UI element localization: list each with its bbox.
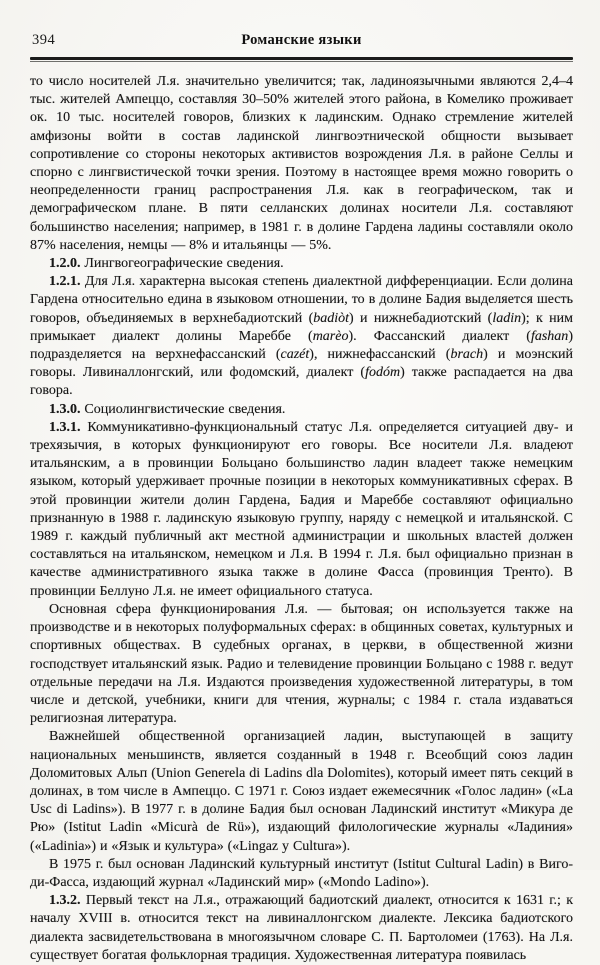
dialect-term: cazét [280,347,310,363]
text-run: ) также распадается на два говора. [30,365,573,399]
text-run: Для Л.я. характерна высокая степень диалектной дифференциации. Если долина Гардена относительно едина в языковом отношении, то в долине Бадия выделяется шесть говоров, объединяемых в верхнебадиотский ( [30,274,573,326]
dialect-term: ladin [492,310,522,326]
page-number: 394 [32,32,56,48]
text-run: Лингвогеографические сведения. [80,256,284,272]
text-run: ); к ним примыкает диалект долины Мареббе ( [30,310,574,344]
paragraph [30,728,573,855]
page-body [30,73,573,965]
paragraph [30,401,573,419]
dialect-term: marèo [312,328,349,344]
running-head [30,30,573,54]
text-run: В 1975 г. был основан Ладинский культурный институт (Istitut Cultural Ladin) в Виго-ди-Фасса, издающий журнал «Ладинский мир» («Mondo Ladino»). [30,856,573,890]
dialect-term: fashan [530,328,569,344]
paragraph [30,419,573,601]
paragraph [30,601,573,728]
paragraph [30,73,573,255]
section-number: 1.2.1. [49,274,81,290]
paragraph [30,273,573,400]
text-run: Первый текст на Л.я., отражающий бадиотский диалект, относится к 1631 г.; к началу XVIII в. относится текст на ливиналлонгском диалекте. Лексика бадиотского диалекта засвидетельствована в многоязычном словаре С. П. Бартоломеи (1763). На Л.я. существует богатая фольклорная традиция. Художественная литература появилась [30,893,573,963]
paragraph [30,255,573,273]
text-run: ), нижнефассанский ( [309,347,451,363]
text-run: Важнейшей общественной организацией ладин, выступающей в защиту национальных меньшинств, является созданный в 1948 г. Всеобщий союз ладин Доломитовых Альп (Union Generela di Ladins dla Dolomites), который имеет пять секций в долинах, в том числе в Ампеццо. С 1971 г. Союз издает ежемесячник «Голос ладин» («La Usc di Ladins»). В 1977 г. в долине Бадия был основан Ладинский институт «Микура де Рю» (Istitut Ladin «Micurà de Rü»), издающий филологические журналы «Ладиния» («Ladinia») и «Язык и культура» («Lingaz y Cultura»). [30,729,573,854]
dialect-term: fodóm [365,365,401,381]
header-rule-thick-line [30,57,573,60]
paragraph [30,856,573,892]
text-run: Коммуникативно-функциональный статус Л.я. определяется ситуацией дву- и трехязычия, в которых функционируют его говоры. Все носители Л.я. владеют итальянским, а в провинции Больцано большинство ладин владеет также немецким языком, который удерживает прочные позиции в некоторых коммуникативных сферах. В этой провинции жители долин Гардена, Бадия и Мареббе составляют официально признанную в 1988 г. ладинскую языковую группу, наряду с немецкой и итальянской. С 1989 г. каждый публичный акт местной администрации и школьных властей должен составляться на итальянском, немецком и Л.я. В 1994 г. Л.я. был официально признан в качестве административного языка также в долине Фасса (провинция Тренто). В провинции Беллуно Л.я. не имеет официального статуса. [30,419,573,599]
text-run: Основная сфера функционирования Л.я. — бытовая; он используется также на производстве и в некоторых полуформальных сферах: в общинных советах, культурных и спортивных обществах. В судебных органах, в церкви, в общественной жизни господствует итальянский язык. Радио и телевидение провинции Больцано с 1988 г. ведут отдельные передачи на Л.я. Издаются произведения художественной литературы, в том числе и детской, учебники, книги для чтения, журналы; с 1984 г. стала издаваться религиозная литература. [30,601,573,727]
section-number: 1.3.1. [49,419,81,435]
text-run: ) и нижнебадиотский ( [349,310,493,326]
running-title: Романские языки [241,32,362,48]
section-number: 1.2.0. [49,256,81,272]
text-run: ) подразделяется на верхнефассанский ( [30,328,573,363]
dialect-term: badiòt [313,310,350,326]
dialect-term: brach [450,347,484,363]
text-run: то число носителей Л.я. значительно увеличится; так, ладиноязычными являются 2,4–4 тыс. жителей Ампеццо, составляя 30–50% жителей этого района, в Комелико проживает ок. 10 тыс. носителей говоров, близких к ладинским. Однако стремление жителей амфизоны войти в состав ладинской лингвоэтнической общности вызывает сопротивление со стороны некоторых активистов возрождения Л.я. в районе Селлы и спорно с лингвистической точки зрения. Поэтому в настоящее время можно говорить о неопределенности границ распространения Л.я. как в географическом, так и демографическом плане. В пяти селланских долинах носители Л.я. составляют большинство населения; например, в 1981 г. в долине Гардена ладины составляли около 87% населения, немцы — 8% и итальянцы — 5%. [30,74,573,253]
paragraph [30,892,573,965]
header-rule-thin-line [30,61,573,62]
header-rule [30,57,573,62]
page-content [30,30,573,965]
section-number: 1.3.2. [49,893,81,909]
text-run: ) и моэнский говоры. Ливиналлонгский, или фодомский, диалект ( [30,347,573,381]
section-number: 1.3.0. [49,401,81,417]
text-run: ). Фассанский диалект ( [348,328,531,344]
text-run: Социолингвистические сведения. [80,401,286,417]
